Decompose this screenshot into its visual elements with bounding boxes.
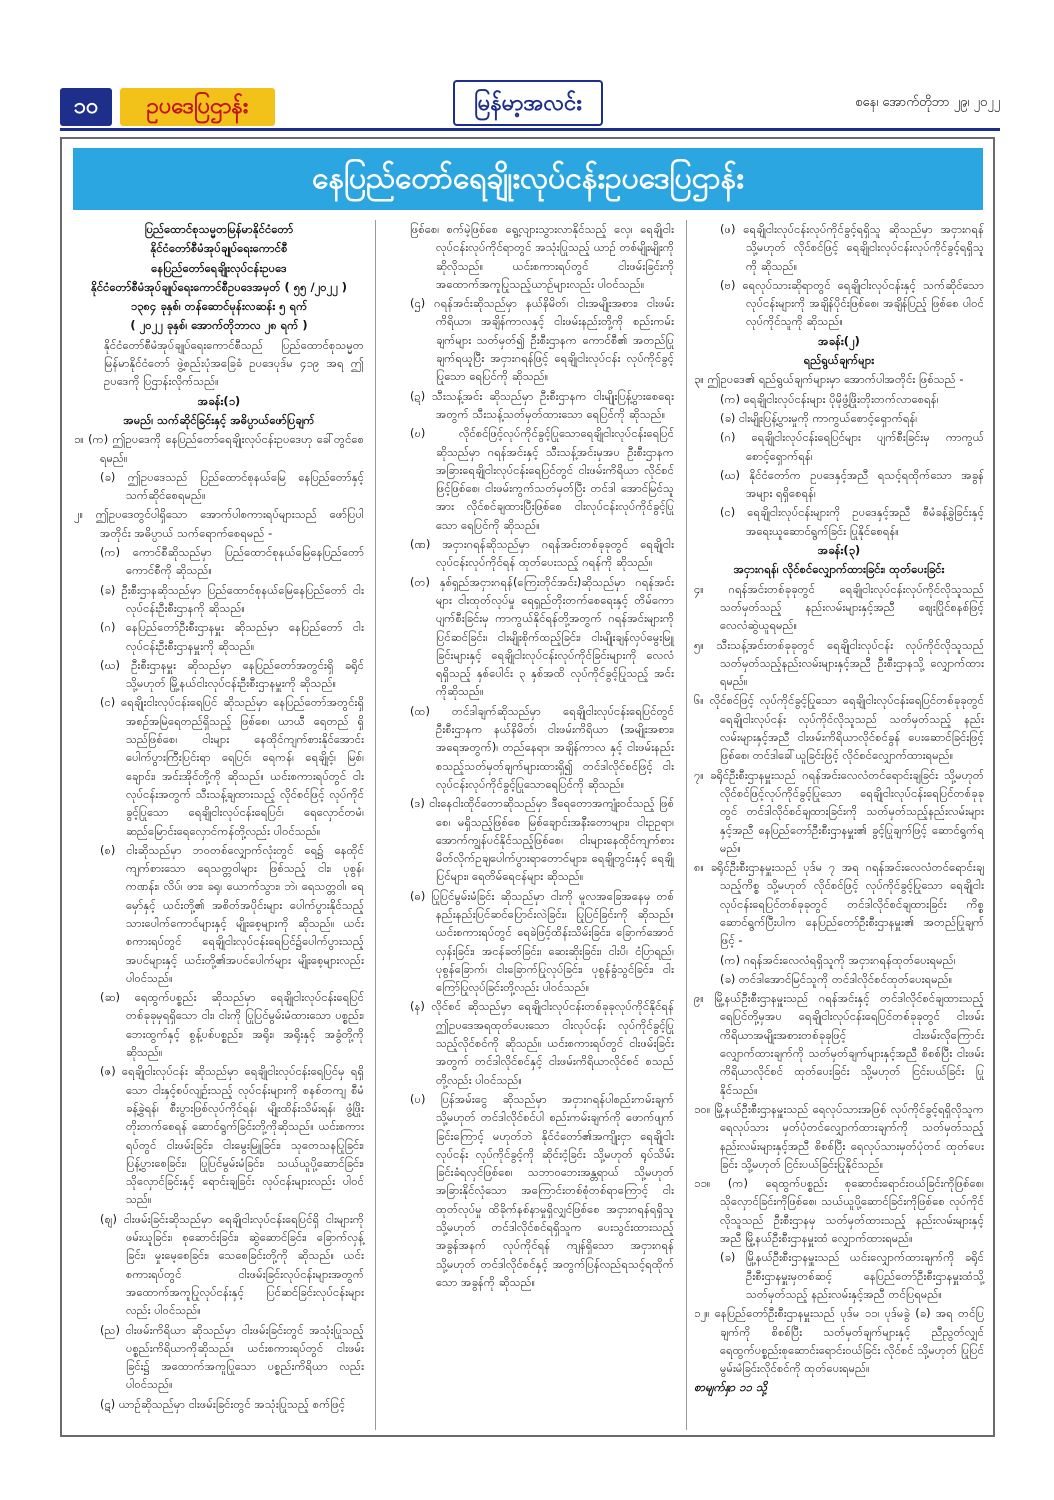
definition-item: (က) ကောင်စီဆိုသည်မှာ ပြည်ထောင်စုနယ်မြေနေပြည်တော် ကောင်စီကို ဆိုသည်။	[100, 545, 364, 578]
definition-item: (ဃ) ဦးစီးဌာနမှူး ဆိုသည်မှာ နေပြည်တော်အတွင်းရှိ ခရိုင် သို့မဟုတ် မြို့နယ်ငါးလုပ်ငန်းဦးစီးဌာနမှူးကို ဆိုသည်။	[100, 657, 364, 691]
column-2	[384, 220, 674, 1292]
heading-line: ( ၂၀၂၂ ခုနှစ်၊ အောက်တိုဘာလ ၂၈ ရက် )	[130, 318, 308, 333]
definition-item: ဖြစ်စေ၊ စက်မဲ့ဖြစ်စေ ရွေ့လျားသွားလာနိုင်သည့် လှေ၊ ရေချိုငါးလုပ်ငန်းလုပ်ကိုင်ရာတွင် အသုံးပြုသည့် ယာဉ် တစ်မျိုးမျိုးကို ဆိုလိုသည်။ ယင်းစကားရပ်တွင် ငါးဖမ်းခြင်းကို အထောက်အကူပြုသည့်ယာဉ်များလည်း ပါဝင်သည်။	[410, 222, 674, 291]
chapter-title: ရည်ရွယ်ချက်များ	[803, 353, 875, 368]
section-paragraph: ၆။ လိုင်စင်ဖြင့် လုပ်ကိုင်ခွင့်ပြုသော ရေချိုငါးလုပ်ငန်းရေပြင်တစ်ခုခုတွင် ရေချိုငါးလုပ်ငန်း လုပ်ကိုင်လိုသူသည် သတ်မှတ်သည့် နည်းလမ်းများနှင့်အညီ ငါးဖမ်းကိရိယာလိုင်စင်ခွန် ပေးဆောင်ခြင်းဖြင့်ဖြစ်စေ၊ တင်ဒါခေါ်ယူခြင်းဖြင့် လိုင်စင်လျှောက်ထားရမည်။	[694, 693, 984, 763]
chapter-title: အမည်၊ သက်ဆိုင်ခြင်းနှင့် အဓိပ္ပာယ်ဖော်ပြချက်	[123, 412, 315, 427]
objective-item: (င) ရေချိုငါးလုပ်ငန်းများကို ဥပဒေနှင့်အညီ စီမံခန့်ခွဲခြင်းနှင့် အရေးယူဆောင်ရွက်ခြင်း ပြုနိုင်စေရန်။	[720, 505, 984, 538]
definition-item: (ခ) ဦးစီးဌာနဆိုသည်မှာ ပြည်ထောင်စုနယ်မြေနေပြည်တော် ငါးလုပ်ငန်းဦးစီးဌာနကို ဆိုသည်။	[100, 582, 364, 615]
heading-line: နိုင်ငံတော်စီမံအုပ်ချုပ်ရေးကောင်စီဥပဒေအမှတ် ( ၅၅ /၂၀၂၂ )	[90, 279, 348, 294]
definition-item: (ဈ) ငါးဖမ်းခြင်းဆိုသည်မှာ ရေချိုငါးလုပ်ငန်းရေပြင်ရှိ ငါးများကို ဖမ်းယူခြင်း၊ စုဆောင်းခြင်း၊ ဆွဲဆောင်ခြင်း၊ ခြောက်လှန့်ခြင်း၊ မှုးမေ့စေခြင်း၊ သေစေခြင်းတို့ကို ဆိုသည်။ ယင်းစကားရပ်တွင် ငါးဖမ်းခြင်းလုပ်ငန်းများအတွက် အထောက်အကူပြုလုပ်ငန်းနှင့် ပြင်ဆင်ခြင်းလုပ်ငန်းများလည်း ပါဝင်သည်။	[100, 1211, 364, 1318]
section-label: ဥပဒေပြဌာန်း	[120, 88, 275, 126]
column-divider	[686, 220, 687, 1430]
definition-item: (ဒ) ငါးနေငါးထိုင်တောဆိုသည်မှာ ဒီရေတောအကျုံးဝင်သည့် ဖြစ်စေ၊ မရှိသည့်ဖြစ်စေ မြစ်ချောင်းအနီးတောများ၊ ငါးဥဥရာ၊ အောက်ကျွန်ပင်နိုင်သည့်ဖြစ်စေ၊ ငါးများနေထိုင်ကျက်စား မိတ်လိုက်ဥချပေါက်ပွားရာတောင်များ၊ ရေချိုတွင်းနှင့် ရေချို ပြင်များ၊ ရေတိမ်ရေငန်များ ဆိုသည်။	[410, 796, 674, 884]
objective-item: (ဂ) ရေချိုငါးလုပ်ငန်းရေပြင်များ ပျက်စီးခြင်းမှ ကာကွယ်စောင့်ရှောက်ရန်၊	[720, 430, 984, 463]
definition-item: (ဋ) ယာဉ်ဆိုသည်မှာ ငါးဖမ်းခြင်းတွင် အသုံးပြုသည့် စက်ဖြင့်	[100, 1396, 346, 1411]
definition-item: (ဓ) ပြုပြင်မွမ်းမံခြင်း ဆိုသည်မှာ ငါးကို မူလအခြေအနေမှ တစ်နည်းနည်းပြင်ဆင်ပြောင်းလဲခြင်း၊ ပြုပြင်ခြင်းကို ဆိုသည်။ ယင်းစကားရပ်တွင် ရေခဲဖြင့်ထိန်းသိမ်းခြင်း၊ ခြောက်အောင်လှန်းခြင်း၊ အငန်ခတ်ခြင်း၊ ဆေးဆိုးခြင်း၊ ငါးပိ၊ ငံပြာရည်၊ ပုစွန်ခြောက်၊ ငါးခြောက်ပြုလုပ်ခြင်း၊ ပုစွန်ခွံသွင်ခြင်း၊ ငါးကြော်ပြုလုပ်ခြင်းတို့လည်း ပါဝင်သည်။	[410, 888, 674, 995]
definition-item: (ဂ) နေပြည်တော်ဦးစီးဌာနမှူး ဆိုသည်မှာ နေပြည်တော် ငါးလုပ်ငန်းဦးစီးဌာနမှူးကို ဆိုသည်။	[100, 620, 364, 653]
continued-on-page: စာမျက်နှာ ၁၁ သို့	[694, 1380, 767, 1395]
header-divider	[60, 128, 1000, 131]
section-paragraph: ၉။ မြို့နယ်ဦးစီးဌာနမှူးသည် ဂရန်အင်းနှင့် တင်ဒါလိုင်စင်ချထားသည့် ရေပြင်တို့မှအပ ရေချိုငါးလုပ်ငန်းရေပြင်တစ်ခုခုတွင် ငါးဖမ်းကိရိယာအမျိုးအစားတစ်ခုခုဖြင့် ငါးဖမ်းလိုကြောင်း လျှောက်ထားချက်ကို သတ်မှတ်ချက်များနှင့်အညီ စိစစ်ပြီး ငါးဖမ်းကိရိယာလိုင်စင် ထုတ်ပေးခြင်း သို့မဟုတ် ငြင်းပယ်ခြင်း ပြုနိုင်သည်။	[694, 991, 984, 1097]
chapter-heading: အခန်း(၃)	[817, 543, 861, 558]
section-paragraph: ၂။ ဤဥပဒေတွင်ပါရှိသော အောက်ပါစကားရပ်များသည် ဖော်ပြပါ အတိုင်း အဓိပ္ပာယ် သက်ရောက်စေရမည် -	[74, 507, 364, 540]
definition-item: (ဍ) သီးသန့်အင်း ဆိုသည်မှာ ဦးစီးဌာနက ငါးမျိုးပြန့်ပွားစေရေးအတွက် သီးသန့်သတ်မှတ်ထားသော ရေပြင်ကို ဆိုသည်။	[410, 388, 674, 421]
section-paragraph: ၃။ ဤဥပဒေ၏ ရည်ရွယ်ချက်များမှာ အောက်ပါအတိုင်း ဖြစ်သည် -	[694, 372, 964, 387]
definition-item: (ထ) တင်ဒါချက်ဆိုသည်မှာ ရေချိုငါးလုပ်ငန်းရေပြင်တွင် ဦးစီးဌာနက နယ်နိမိတ်၊ ငါးဖမ်းကိရိယာ (အမျိုးအစား၊ အရေအတွက်)၊ တည်နေရာ၊ အချိန်ကာလ နှင့် ငါးဖမ်းနည်း စသည့်သတ်မှတ်ချက်များထားရှိ၍ တင်ဒါလိုင်စင်ဖြင့် ငါးလုပ်ငန်းလုပ်ကိုင်ခွင့်ပြုသောရေပြင်ကို ဆိုသည်။	[410, 703, 674, 791]
definition-item: (ဎ) လိုင်စင်ဖြင့်လုပ်ကိုင်ခွင့်ပြုသောရေချိုငါးလုပ်ငန်းရေပြင် ဆိုသည်မှာ ဂရန်အင်းနှင့် သီးသန့်အင်းမှအပ ဦးစီးဌာနက အခြားရေချိုငါးလုပ်ငန်းရေပြင်တွင် ငါးဖမ်းကိရိယာ လိုင်စင်ဖြင့်ဖြစ်စေ၊ ငါးဖမ်းကွက်သတ်မှတ်ပြီး တင်ဒါ အောင်မြင်သူအား လိုင်စင်ချထားပြီးဖြစ်စေ ငါးလုပ်ငန်းလုပ်ကိုင်ခွင့်ပြုသော ရေပြင်ကို ဆိုသည်။	[410, 426, 674, 532]
objective-item: (ခ) ငါးမျိုးပြန့်ပွားမှုကို ကာကွယ်စောင့်ရှောက်ရန်၊	[720, 410, 918, 425]
definition-item: (ဌ) ဂရန်အင်းဆိုသည်မှာ နယ်နိမိတ်၊ ငါးအမျိုးအစား၊ ငါးဖမ်းကိရိယာ၊ အချိန်ကာလနှင့် ငါးဖမ်းနည်းတို့ကို စည်းကမ်းချက်များ သတ်မှတ်၍ ဦးစီးဌာနက ကောင်စီ၏ အတည်ပြုချက်ရယူပြီး အငှားဂရန်ဖြင့် ရေချိုငါးလုပ်ငန်း လုပ်ကိုင်ခွင့်ပြုသော ရေပြင်ကို ဆိုသည်။	[410, 296, 674, 384]
section-paragraph: ၄။ ဂရန်အင်းတစ်ခုခုတွင် ရေချိုငါးလုပ်ငန်းလုပ်ကိုင်လိုသူသည် သတ်မှတ်သည့် နည်းလမ်းများနှင့်အညီ ဈေးပြိုင်စနစ်ဖြင့် လေလံဆွဲယူရမည်။	[694, 581, 984, 633]
article-title: နေပြည်တော်ရေချိုးလုပ်ငန်းဥပဒေပြဌာန်း	[73, 148, 983, 210]
objective-item: (ဃ) နိုင်ငံတော်က ဥပဒေနှင့်အညီ ရသင့်ရထိုက်သော အခွန်အများ ရရှိစေရန်၊	[720, 467, 984, 501]
heading-line: ၁၃၈၄ ခုနှစ်၊ တန်ဆောင်မုန်းလဆန်း ၅ ရက်	[130, 299, 308, 314]
column-divider	[375, 220, 376, 1430]
chapter-heading: အခန်း(၁)	[197, 393, 241, 408]
subsection-paragraph: (ခ) ဤဥပဒေသည် ပြည်ထောင်စုနယ်မြေ နေပြည်တော်နှင့် သက်ဆိုင်စေရမည်။	[100, 469, 364, 503]
newspaper-name: မြန်မာ့အလင်း	[453, 80, 603, 126]
intro-paragraph: နိုင်ငံတော်စီမံအုပ်ချုပ်ရေးကောင်စီသည် ပြည်ထောင်စုသမ္မတမြန်မာနိုင်ငံတော် ဖွဲ့စည်းပုံအခြေခံ ဥပဒေပုဒ်မ ၄၁၉ အရ ဤဥပဒေကို ပြဌာန်းလိုက်သည်။	[104, 337, 364, 389]
heading-line: ပြည်ထောင်စုသမ္မတမြန်မာနိုင်ငံတော်	[144, 222, 294, 236]
definition-item: (င) ရေချိုးငါးလုပ်ငန်းရေပြင် ဆိုသည်မှာ နေပြည်တော်အတွင်းရှိ အစဉ်အမြဲရေတည်ရှိသည့် ဖြစ်စေ၊ ယာယီ ရေတည် ရှိသည်ဖြစ်စေ၊ ငါးများ နေထိုင်ကျက်စားနိုင်အောင်း ပေါက်ပွားကြီးပြင်းရာ ရေပြင်၊ ရေကန်၊ ရေချိုင့်၊ မြစ်၊ ချောင်း၊ အင်းအိုင်တို့ကို ဆိုသည်။ ယင်းစကားရပ်တွင် ငါးလုပ်ငန်းအတွက် သီးသန့်ချထားသည့် လိုင်စင်ဖြင့် လုပ်ကိုင်ခွင့်ပြုသော ရေချိုငါးလုပ်ငန်းရေပြင်၊ ရေလှောင်တမံ၊ ဆည်မြောင်းရေလှောင်ကန်တို့လည်း ပါဝင်သည်။	[100, 695, 364, 838]
definition-item: (ဇ) ရေချိုငါးလုပ်ငန်း ဆိုသည်မှာ ရေချိုငါးလုပ်ငန်းရေပြင်မှ ရရှိသော ငါးနှင့်စပ်လျဉ်းသည့် လုပ်ငန်းများကို စနစ်တကျ စီမံခန့်ခွဲရန်၊ စီးပွားဖြစ်လုပ်ကိုင်ရန်၊ မျိုးထိန်းသိမ်းရန်၊ ဖွံ့ဖြိုးတိုးတက်စေရန် ဆောင်ရွက်ခြင်းတို့ကိုဆိုသည်။ ယင်းစကားရပ်တွင် ငါးဖမ်းခြင်း၊ ငါးမွေးမြူခြင်း၊ သုတေသနပြုခြင်း၊ ပြန့်ပွားစေခြင်း၊ ပြုပြင်မွမ်းမံခြင်း၊ သယ်ယူပို့ဆောင်ခြင်း၊ သိုလှောင်ခြင်းနှင့် ရောင်းချခြင်း လုပ်ငန်းများလည်း ပါဝင်သည်။	[100, 1064, 364, 1207]
issue-date: စနေ၊ အောက်တိုဘာ ၂၉၊ ၂၀၂၂	[855, 95, 1000, 110]
definition-item: (ဗ) ရေလုပ်သားဆိုရာတွင် ရေချိုငါးလုပ်ငန်းနှင့် သက်ဆိုင်သောလုပ်ငန်းများကို အချိန်ပိုင်းဖြစ်စေ၊ အချိန်ပြည့် ဖြစ်စေ ပါဝင်လုပ်ကိုင်သူကို ဆိုသည်။	[720, 277, 984, 329]
definition-item: (ဏ) အငှားဂရန်ဆိုသည်မှာ ဂရန်အင်းတစ်ခုခုတွင် ရေချိုငါးလုပ်ငန်းလုပ်ကိုင်ရန် ထုတ်ပေးသည့် ဂရန်ကို ဆိုသည်။	[410, 537, 674, 570]
section-paragraph: ၁။ (က) ဤဥပဒေကို နေပြည်တော်ရေချိုးလုပ်ငန်းဥပဒေဟု ခေါ်တွင်စေရမည်။	[74, 432, 364, 465]
section-paragraph: ၅။ သီးသန့်အင်းတစ်ခုခုတွင် ရေချိုငါးလုပ်ငန်း လုပ်ကိုင်လိုသူသည် သတ်မှတ်သည့်နည်းလမ်းများနှင့်အညီ ဦးစီးဌာနသို့ လျှောက်ထားရမည်။	[694, 637, 984, 689]
section-paragraph: ၁၂။ နေပြည်တော်ဦးစီးဌာနမှူးသည် ပုဒ်မ ၁၁၊ ပုဒ်မခွဲ (ခ) အရ တင်ပြချက်ကို စိစစ်ပြီး သတ်မှတ်ချက်များနှင့် ညီညွတ်လျှင် ရေထွက်ပစ္စည်းစုဆောင်းရောင်းဝယ်ခြင်း လိုင်စင် သို့မဟုတ် ပြုပြင်မွမ်းမံခြင်းလိုင်စင်ကို ထုတ်ပေးရမည်။	[694, 1306, 984, 1376]
heading-line: နိုင်ငံတော်စီမံအုပ်ချုပ်ရေးကောင်စီ	[150, 241, 288, 256]
chapter-heading: အခန်း(၂)	[818, 333, 860, 348]
page-number: ၁၀	[60, 88, 112, 126]
definition-item: (ဖ) ရေချိုငါးလုပ်ငန်းလုပ်ကိုင်ခွင့်ရရှိသူ ဆိုသည်မှာ အငှားဂရန် သို့မဟုတ် လိုင်စင်ဖြင့် ရေချိုငါးလုပ်ငန်းလုပ်ကိုင်ခွင့်ရရှိသူကို ဆိုသည်။	[720, 222, 984, 273]
section-paragraph: ၁၁။ (က) ရေထွက်ပစ္စည်း စုဆောင်းရောင်းဝယ်ခြင်းကိုဖြစ်စေ၊ သိုလှောင်ခြင်းကိုဖြစ်စေ၊ သယ်ယူပို့ဆောင်ခြင်းကိုဖြစ်စေ လုပ်ကိုင်လိုသူသည် ဦးစီးဌာနမှ သတ်မှတ်ထားသည့် နည်းလမ်းများနှင့်အညီ မြို့နယ်ဦးစီးဌာနမှူးထံ လျှောက်ထားရမည်။	[694, 1176, 984, 1246]
chapter-title: အငှားဂရန်၊ လိုင်စင်လျှောက်ထားခြင်း၊ ထုတ်ပေးခြင်း	[733, 562, 945, 577]
definition-item: (ပ) ပြန်အမ်းငွေ ဆိုသည်မှာ အငှားဂရန်ပါစည်းကမ်းချက် သို့မဟုတ် တင်ဒါလိုင်စင်ပါ စည်းကမ်းချက်ကို ဖောက်ဖျက်ခြင်းကြောင့် မဟုတ်ဘဲ နိုင်ငံတော်၏အကျိုးငှာ ရေချိုငါးလုပ်ငန်း လုပ်ကိုင်ခွင့်ကို ဆိုင်းငံ့ခြင်း သို့မဟုတ် ရုပ်သိမ်းခြင်းခံရလှင်ဖြစ်စေ၊ သဘာဝဘေးအန္တရာယ် သို့မဟုတ် အခြားနိုင်လုံသော အကြောင်းတစ်စုံတစ်ရာကြောင့် ငါးထုတ်လုပ်မှု ထိခိုက်နစ်နာမှုရှိလျှင်ဖြစ်စေ အငှားဂရန်ရရှိသူ သို့မဟုတ် တင်ဒါလိုင်စင်ရရှိသူက ပေးသွင်းထားသည့် အခွန်အနက် လုပ်ကိုင်ရန် ကျန်ရှိသော အငှားဂရန် သို့မဟုတ် တင်ဒါလိုင်စင်နှင့် အတွက်ပြန်လည်ရသင့်ရထိုက်သော အခွန်ကို ဆိုသည်။	[410, 1091, 674, 1289]
section-paragraph: ၁၀။ မြို့နယ်ဦးစီးဌာနမှူးသည် ရေလုပ်သားအဖြစ် လုပ်ကိုင်ခွင့်ရရှိလိုသူက ရေလုပ်သား မှတ်ပုံတင်လျှောက်ထားချက်ကို သတ်မှတ်သည့် နည်းလမ်းများနှင့်အညီ စိစစ်ပြီး ရေလုပ်သားမှတ်ပုံတင် ထုတ်ပေးခြင်း သို့မဟုတ် ငြင်းပယ်ခြင်းပြုနိုင်သည်။	[694, 1101, 984, 1171]
definition-item: (စ) ငါးဆိုသည်မှာ ဘဝတစ်လျှောက်လုံးတွင် ရေ၌ နေထိုင်ကျက်စားသော ရေသတ္တဝါများ ဖြစ်သည့် ငါး၊ ပုစွန်၊ ကဏန်း၊ လိပ်၊ ဖား၊ ခရု၊ ယောက်သွား၊ ဘဲ၊ ရေသတ္တဝါ၊ ရေမှော်နှင့် ယင်းတို့၏ အစိတ်အပိုင်းများ ပေါက်ပွားနိုင်သည့် သားပေါက်ကောင်များနှင့် မျိုးစေ့များကို ဆိုသည်။ ယင်းစကားရပ်တွင် ရေချိုငါးလုပ်ငန်းရေပြင်၌ပေါက်ပွားသည့် အပင်များနှင့် ယင်းတို့၏အပင်ပေါက်များ မျိုးစေ့များလည်း ပါဝင်သည်။	[100, 842, 364, 985]
subsection-paragraph: (က) ဂရန်အင်းလေလံရရှိသူကို အငှားဂရန်ထုတ်ပေးရမည်၊	[720, 952, 956, 967]
section-paragraph: ၈။ ခရိုင်ဦးစီးဌာနမှူးသည် ပုဒ်မ ၇ အရ ဂရန်အင်းလေလံတင်ရောင်းချသည့်ကိစ္စ သို့မဟုတ် လိုင်စင်ဖြင့် လုပ်ကိုင်ခွင့်ပြုသော ရေချိုငါးလုပ်ငန်းရေပြင်တစ်ခုခုတွင် တင်ဒါလိုင်စင်ချထားခြင်း ကိစ္စ ဆောင်ရွက်ပြီးပါက နေပြည်တော်ဦးစီးဌာနမှူး၏ အတည်ပြုချက်ဖြင့် -	[694, 860, 984, 948]
column-1	[74, 220, 364, 1414]
definition-item: (တ) နှစ်ရှည်အငှားဂရန်(ကြေးတိုင်အင်း)ဆိုသည်မှာ ဂရန်အင်းများ ငါးထုတ်လုပ်မှု ရေရှည်တိုးတက်စေရေးနှင့် တိမ်ကောပျက်စီးခြင်းမှ ကာကွယ်နိုင်ရန်တို့အတွက် ဂရန်အင်းများကို ပြင်ဆင်ခြင်း၊ ငါးမျိုးစိုက်ထည့်ခြင်း၊ ငါးမျိုးချန်လှပ်မွေးမြူခြင်းများနှင့် ရေချိုငါးလုပ်ငန်းလုပ်ကိုင်ခြင်းများကို လေလံရရှိသည့် နှစ်ပေါင်း ၃ နှစ်အထိ လုပ်ကိုင်ခွင့်ပြုသည့် အင်းကိုဆိုသည်။	[410, 574, 674, 699]
section-paragraph: ၇။ ခရိုင်ဦးစီးဌာနမှူးသည် ဂရန်အင်းလေလံတင်ရောင်းချခြင်း သို့မဟုတ် လိုင်စင်ဖြင့်လုပ်ကိုင်ခွင့်ပြုသော ရေချိုငါးလုပ်ငန်းရေပြင်တစ်ခုခုတွင် တင်ဒါလိုင်စင်ချထားခြင်းကို သတ်မှတ်သည့်နည်းလမ်းများနှင့်အညီ နေပြည်တော်ဦးစီးဌာနမှူး၏ ခွင့်ပြုချက်ဖြင့် ဆောင်ရွက်ရမည်။	[694, 767, 984, 855]
page-header	[60, 80, 1000, 128]
objective-item: (က) ရေချိုငါးလုပ်ငန်းများ ပိုမိုဖွံ့ဖြိုးတိုးတက်လာစေရန်၊	[720, 391, 939, 406]
definition-item: (န) လိုင်စင် ဆိုသည်မှာ ရေချိုငါးလုပ်ငန်းတစ်ခုခုလုပ်ကိုင်နိုင်ရန် ဤဥပဒေအရထုတ်ပေးသော ငါးလုပ်ငန်း လုပ်ကိုင်ခွင့်ပြုသည့်လိုင်စင်ကို ဆိုသည်။ ယင်းစကားရပ်တွင် ငါးဖမ်းခြင်းအတွက် တင်ဒါလိုင်စင်နှင့် ငါးဖမ်းကိရိယာလိုင်စင် စသည်တို့လည်း ပါဝင်သည်။	[410, 999, 674, 1087]
definition-item: (ဆ) ရေထွက်ပစ္စည်း ဆိုသည်မှာ ရေချိုငါးလုပ်ငန်းရေပြင် တစ်ခုခုမှရရှိသော ငါး၊ ငါးကို ပြုပြင်မွမ်းမံထားသော ပစ္စည်း၊ ဘေးထွက်နှင့် စွန့်ပစ်ပစ္စည်း၊ အရိုး၊ အရိုးနှင့် အခွံတို့ကို ဆိုသည်။	[100, 990, 364, 1060]
heading-line: နေပြည်တော်ရေချိုးလုပ်ငန်းဥပဒေ	[151, 260, 287, 275]
definition-item: (ည) ငါးဖမ်းကိရိယာ ဆိုသည်မှာ ငါးဖမ်းခြင်းတွင် အသုံးပြုသည့် ပစ္စည်းကိရိယာကိုဆိုသည်။ ယင်းစကားရပ်တွင် ငါးဖမ်းခြင်း၌ အထောက်အကူပြုသော ပစ္စည်းကိရိယာ လည်း ပါဝင်သည်။	[100, 1322, 364, 1392]
subsection-paragraph: (ခ) တင်ဒါအောင်မြင်သူကို တင်ဒါလိုင်စင်ထုတ်ပေးရမည်။	[720, 971, 953, 986]
subsection-paragraph: (ခ) မြို့နယ်ဦးစီးဌာနမှူးသည် ယင်းလျှောက်ထားချက်ကို ခရိုင်ဦးစီးဌာနမှူးမှတစ်ဆင့် နေပြည်တော်ဦးစီးဌာနမှူးထံသို့ သတ်မှတ်သည့် နည်းလမ်းနှင့်အညီ တင်ပြရမည်။	[720, 1250, 984, 1301]
column-3	[694, 220, 984, 1398]
